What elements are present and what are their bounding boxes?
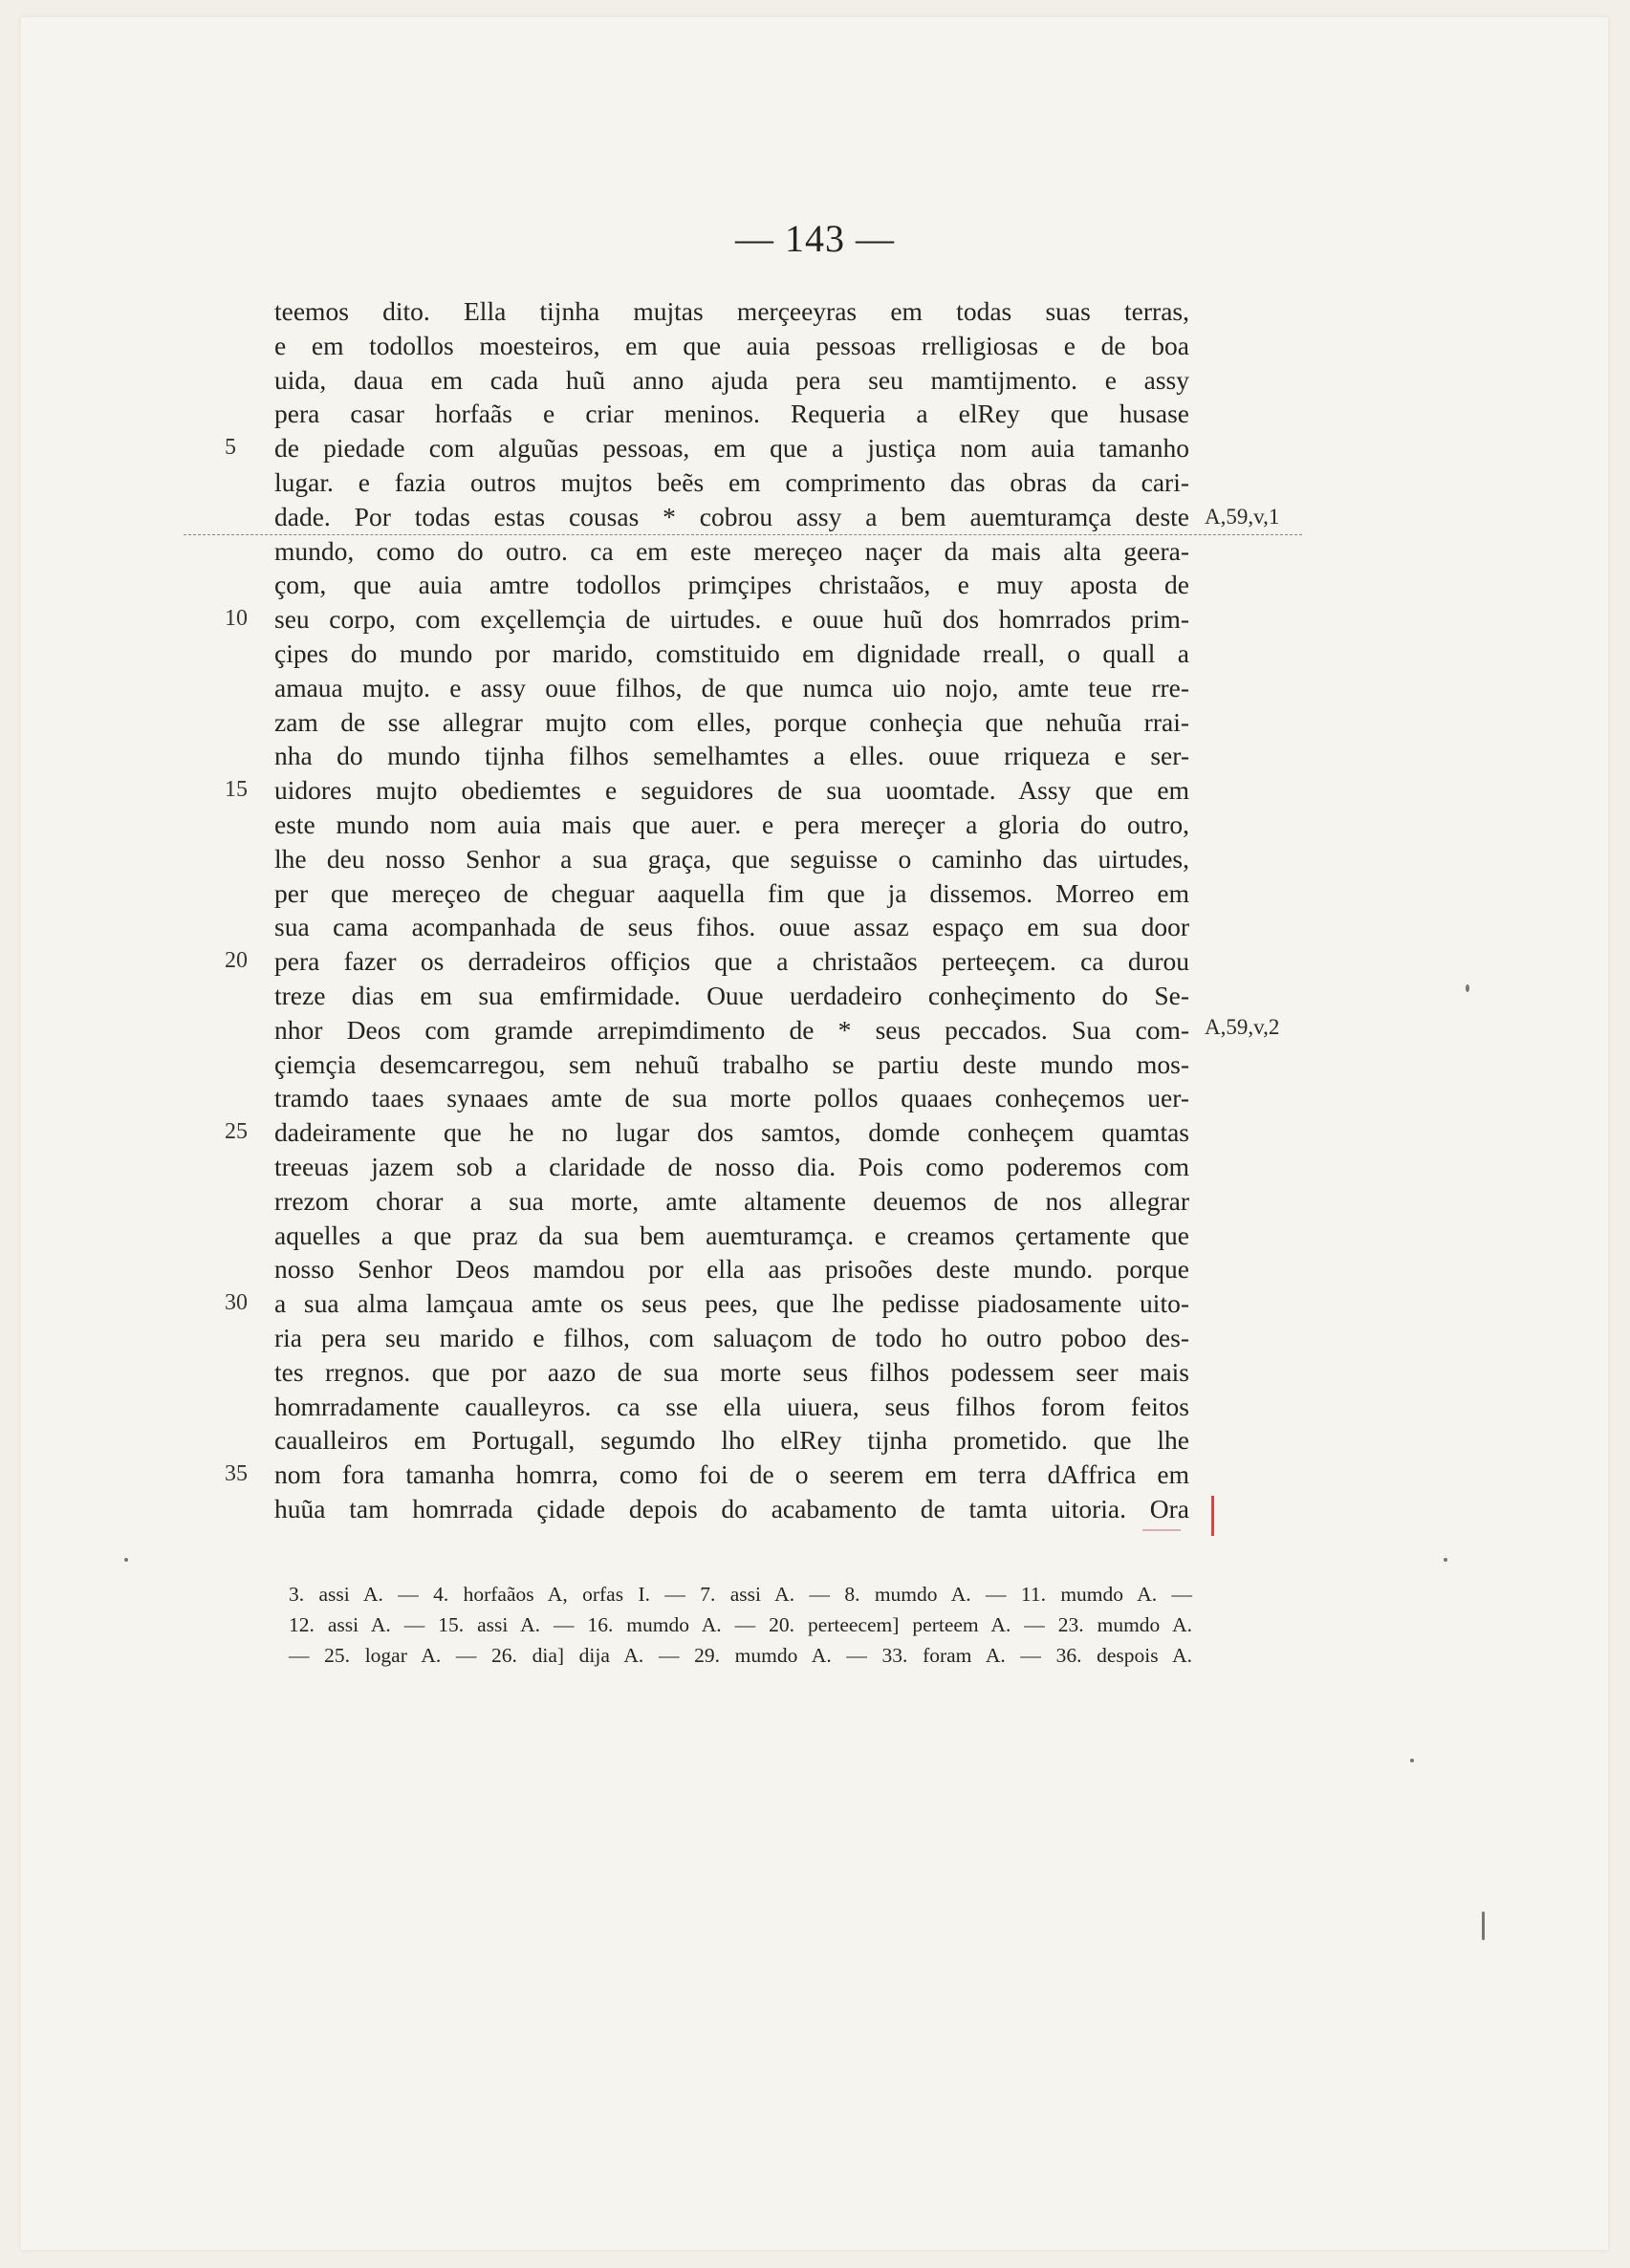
paper-speck bbox=[124, 1558, 128, 1562]
line-number: 10 bbox=[225, 606, 248, 632]
line-number: 15 bbox=[225, 777, 248, 803]
line-text: de piedade com alguũas pessoas, em que a justiça nom auia tamanho bbox=[274, 433, 1189, 464]
text-line bbox=[225, 1286, 1189, 1321]
line-text: este mundo nom auia mais que auer. e pera mereçer a gloria do outro, bbox=[274, 809, 1189, 839]
text-line bbox=[274, 1048, 1189, 1082]
paper-speck bbox=[1410, 1759, 1414, 1762]
text-line bbox=[274, 842, 1189, 876]
line-number: 30 bbox=[225, 1290, 248, 1316]
text-line bbox=[274, 1423, 1189, 1458]
footnote-line: 12. assi A. — 15. assi A. — 16. mumdo A. — 20. perteecem] perteem A. — 23. mumdo A. bbox=[289, 1613, 1192, 1636]
red-underline-mark bbox=[1142, 1529, 1181, 1531]
text-line bbox=[274, 910, 1189, 944]
line-text: zam de sse allegrar mujto com elles, porque conheçia que nehuũa rrai- bbox=[274, 706, 1189, 737]
line-text: mundo, como do outro. ca em este mereçeo naçer da mais alta geera- bbox=[274, 535, 1189, 566]
text-line bbox=[274, 1219, 1189, 1253]
line-text: e em todollos moesteiros, em que auia pessoas rrelligiosas e de boa bbox=[274, 330, 1189, 360]
text-line bbox=[274, 739, 1189, 773]
line-text: per que mereçeo de cheguar aaquella fim que ja dissemos. Morreo em bbox=[274, 877, 1189, 908]
line-text: lugar. e fazia outros mujtos beẽs em comprimento das obras da cari- bbox=[274, 466, 1189, 497]
footnote-line: — 25. logar A. — 26. dia] dija A. — 29. mumdo A. — 33. foram A. — 36. despois A. bbox=[289, 1644, 1192, 1667]
text-line bbox=[274, 1492, 1189, 1526]
text-line bbox=[274, 1321, 1189, 1355]
line-text: teemos dito. Ella tijnha mujtas merçeeyras em todas suas terras, bbox=[274, 296, 1189, 326]
margin-reference: A,59,v,1 bbox=[1205, 505, 1280, 529]
text-line bbox=[274, 876, 1189, 911]
text-line bbox=[274, 637, 1189, 671]
text-line bbox=[274, 1081, 1189, 1115]
line-text: nhor Deos com gramde arrepimdimento de * seus peccados. Sua com- bbox=[274, 1014, 1189, 1045]
text-line bbox=[274, 500, 1189, 534]
text-line bbox=[274, 294, 1189, 329]
line-text: pera casar horfaãs e criar meninos. Requeria a elRey que husase bbox=[274, 399, 1189, 429]
line-text: ria pera seu marido e filhos, com saluaçom de todo ho outro poboo des- bbox=[274, 1322, 1189, 1352]
text-line bbox=[274, 979, 1189, 1013]
line-text: homrradamente caualleyros. ca sse ella uiuera, seus filhos forom feitos bbox=[274, 1391, 1189, 1421]
text-line bbox=[225, 1458, 1189, 1492]
line-number: 5 bbox=[225, 435, 236, 461]
line-text: nha do mundo tijnha filhos semelhamtes a elles. ouue rriqueza e ser- bbox=[274, 741, 1189, 771]
text-line bbox=[274, 568, 1189, 602]
text-line bbox=[274, 671, 1189, 705]
line-text: pera fazer os derradeiros offiçios que a christaãos perteeçem. ca durou bbox=[274, 946, 1189, 977]
text-line bbox=[274, 1184, 1189, 1219]
text-line bbox=[274, 705, 1189, 740]
line-text: aquelles a que praz da sua bem auemturamça. e creamos çertamente que bbox=[274, 1220, 1189, 1250]
line-text: caualleiros em Portugall, segumdo lho elRey tijnha prometido. que lhe bbox=[274, 1425, 1189, 1456]
text-line bbox=[274, 397, 1189, 431]
line-number: 25 bbox=[225, 1119, 248, 1145]
line-text: tramdo taaes synaaes amte de sua morte pollos quaaes conheçemos uer- bbox=[274, 1083, 1189, 1113]
footnote-line: 3. assi A. — 4. horfaãos A, orfas I. — 7. assi A. — 8. mumdo A. — 11. mumdo A. — bbox=[289, 1583, 1192, 1606]
line-number: 35 bbox=[225, 1461, 248, 1487]
line-text: sua cama acompanhada de seus fihos. ouue assaz espaço em sua door bbox=[274, 912, 1189, 942]
text-line bbox=[225, 944, 1189, 979]
line-text: huũa tam homrrada çidade depois do acabamento de tamta uitoria. Ora bbox=[274, 1493, 1189, 1523]
text-line bbox=[274, 1355, 1189, 1390]
line-text: a sua alma lamçaua amte os seus pees, que lhe pedisse piadosamente uito- bbox=[274, 1288, 1189, 1319]
margin-reference: A,59,v,2 bbox=[1205, 1015, 1280, 1039]
paper-speck bbox=[1466, 984, 1469, 992]
line-text: treeuas jazem sob a claridade de nosso dia. Pois como poderemos com bbox=[274, 1151, 1189, 1181]
line-text: çipes do mundo por marido, comstituido em dignidade rreall, o quall a bbox=[274, 637, 1189, 668]
text-line bbox=[274, 1252, 1189, 1286]
text-line bbox=[225, 773, 1189, 808]
line-text: çom, que auia amtre todollos primçipes christaãos, e muy aposta de bbox=[274, 570, 1189, 600]
red-pencil-mark bbox=[1211, 1496, 1214, 1536]
line-number: 20 bbox=[225, 948, 248, 974]
line-text: nom fora tamanha homrra, como foi de o seerem em terra dAffrica em bbox=[274, 1459, 1189, 1490]
page-number: — 143 — bbox=[735, 217, 895, 260]
line-text: dadeiramente que he no lugar dos samtos, domde conheçem quamtas bbox=[274, 1117, 1189, 1148]
line-text: treze dias em sua emfirmidade. Ouue uerdadeiro conheçimento do Se- bbox=[274, 980, 1189, 1010]
line-text: amaua mujto. e assy ouue filhos, de que numca uio nojo, amte teue rre- bbox=[274, 672, 1189, 702]
text-line bbox=[274, 534, 1189, 569]
text-line bbox=[274, 329, 1189, 363]
line-text: dade. Por todas estas cousas * cobrou assy a bem auemturamça deste bbox=[274, 501, 1189, 531]
line-text: lhe deu nosso Senhor a sua graça, que seguisse o caminho das uirtudes, bbox=[274, 843, 1189, 874]
paper-speck bbox=[1482, 1912, 1485, 1940]
line-text: seu corpo, com exçellemçia de uirtudes. e ouue huũ dos homrrados prim- bbox=[274, 604, 1189, 635]
line-text: çiemçia desemcarregou, sem nehuũ trabalho se partiu deste mundo mos- bbox=[274, 1048, 1189, 1079]
text-line bbox=[274, 1390, 1189, 1424]
line-text: rrezom chorar a sua morte, amte altamente deuemos de nos allegrar bbox=[274, 1185, 1189, 1216]
line-text: uidores mujto obediemtes e seguidores de sua uoomtade. Assy que em bbox=[274, 775, 1189, 806]
line-text: tes rregnos. que por aazo de sua morte seus filhos podessem seer mais bbox=[274, 1356, 1189, 1387]
text-line bbox=[274, 363, 1189, 398]
text-line bbox=[274, 808, 1189, 842]
line-text: uida, daua em cada huũ anno ajuda pera seu mamtijmento. e assy bbox=[274, 364, 1189, 395]
text-line bbox=[274, 1013, 1189, 1048]
footnotes bbox=[289, 1579, 1192, 1671]
text-line bbox=[274, 1150, 1189, 1184]
paper-speck bbox=[1444, 1558, 1447, 1562]
text-line bbox=[225, 431, 1189, 465]
line-text: nosso Senhor Deos mamdou por ella aas prisoões deste mundo. porque bbox=[274, 1254, 1189, 1285]
text-line bbox=[225, 602, 1189, 637]
text-line bbox=[274, 465, 1189, 500]
text-line bbox=[225, 1115, 1189, 1150]
main-text bbox=[225, 294, 1189, 1526]
